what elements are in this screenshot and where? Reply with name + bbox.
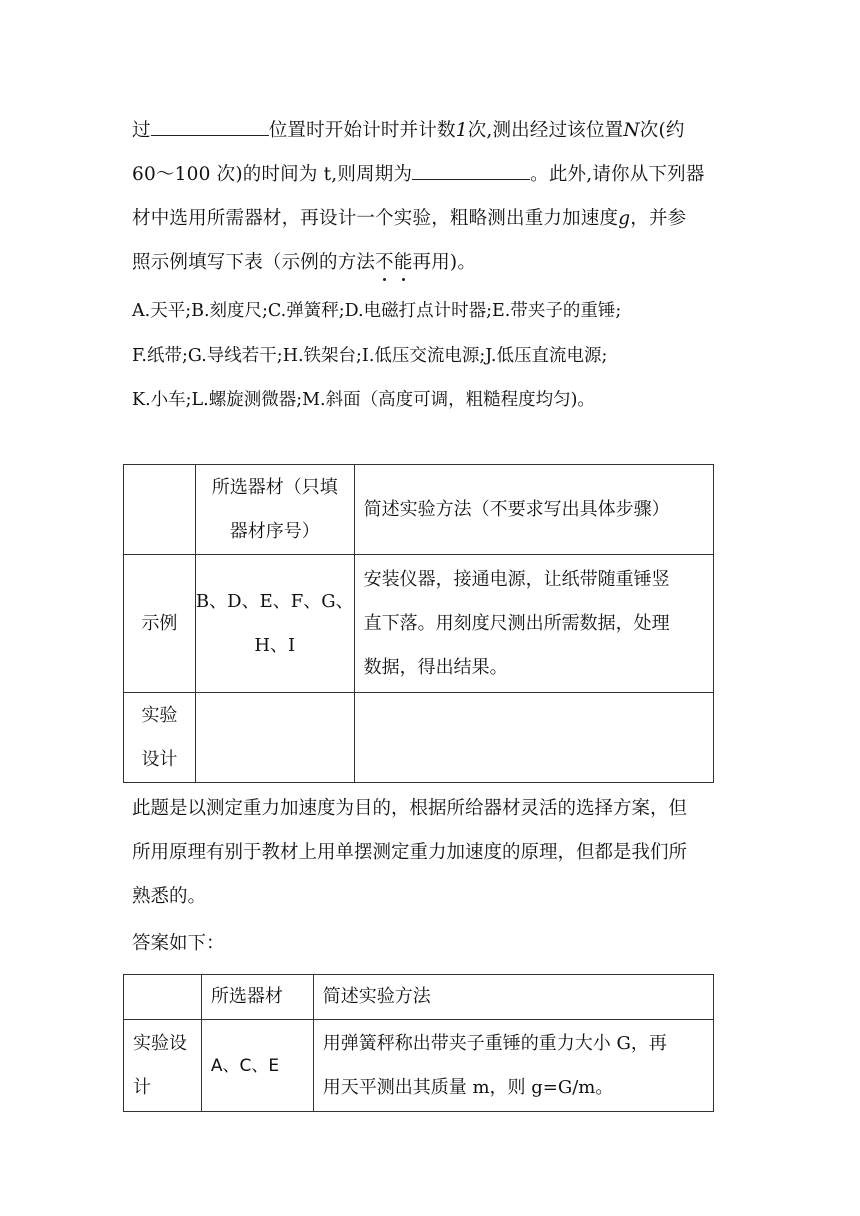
answer-label-cell bbox=[124, 1020, 202, 1112]
cell-text: 安装仪器，接通电源，让纸带随重锤竖 bbox=[363, 568, 670, 590]
question-line-2 bbox=[132, 160, 705, 186]
text: 次,测出经过该位置 bbox=[467, 120, 624, 141]
cell-text: 直下落。用刻度尺测出所需数据，处理 bbox=[363, 612, 670, 634]
italic-var: g bbox=[618, 208, 631, 229]
text: 过 bbox=[132, 120, 151, 141]
example-label-cell: 示例 bbox=[124, 555, 196, 693]
analysis-line-1: 此题是以测定重力加速度为目的，根据所给器材灵活的选择方案，但 bbox=[132, 798, 688, 819]
question-line-1 bbox=[132, 116, 685, 142]
header-method-cell: 简述实验方法（不要求写出具体步骤） bbox=[354, 465, 713, 555]
answer-header-method: 简述实验方法 bbox=[313, 975, 713, 1020]
answer-header-empty bbox=[124, 975, 202, 1020]
analysis-line-2: 所用原理有别于教材上用单摆测定重力加速度的原理，但都是我们所 bbox=[132, 842, 688, 863]
text: ，并参 bbox=[630, 208, 687, 229]
example-method-cell bbox=[354, 555, 713, 693]
emphasis-dot-text: 不 bbox=[375, 248, 394, 274]
text: 。此外,请你从下列器 bbox=[530, 164, 705, 185]
cell-text: 设计 bbox=[141, 748, 178, 770]
text: 照示例填写下表（示例的方法 bbox=[132, 252, 376, 273]
italic-var: N bbox=[623, 120, 640, 141]
answer-method-cell bbox=[313, 1020, 713, 1112]
cell-text: H、I bbox=[254, 634, 296, 656]
answer-design-row bbox=[124, 1020, 714, 1112]
text: 60～100 次)的时间为 t,则周期为 bbox=[132, 164, 413, 185]
answer-blank-2[interactable] bbox=[412, 178, 530, 180]
design-method-input[interactable] bbox=[354, 693, 713, 783]
emphasis-dot-text: 能 bbox=[394, 248, 413, 274]
header-equipment-cell bbox=[195, 465, 354, 555]
table-row-example bbox=[124, 555, 714, 693]
cell-text: 用弹簧秤称出带夹子重锤的重力大小 G，再 bbox=[322, 1032, 667, 1054]
answer-equipment-cell: A、C、E bbox=[201, 1020, 313, 1112]
answer-header-equipment: 所选器材 bbox=[201, 975, 313, 1020]
header-empty-cell bbox=[124, 465, 196, 555]
italic-var: 1 bbox=[455, 120, 468, 141]
cell-text: B、D、E、F、G、 bbox=[195, 590, 354, 612]
cell-text: 实验设 bbox=[133, 1032, 187, 1054]
answer-header-row bbox=[124, 975, 714, 1020]
header-text: 器材序号） bbox=[229, 520, 320, 542]
cell-text: 数据，得出结果。 bbox=[363, 656, 508, 678]
cell-text: 实验 bbox=[141, 704, 178, 726]
question-line-3 bbox=[132, 204, 686, 230]
text: 位置时开始计时并计数 bbox=[268, 120, 456, 141]
answer-blank-1[interactable] bbox=[151, 134, 269, 136]
design-label-cell bbox=[124, 693, 196, 783]
text: 再用)。 bbox=[412, 252, 477, 273]
cell-text: 计 bbox=[133, 1076, 151, 1098]
options-line-1: A.天平;B.刻度尺;C.弹簧秤;D.电磁打点计时器;E.带夹子的重锤; bbox=[132, 301, 622, 321]
text: 次(约 bbox=[639, 120, 685, 141]
design-equipment-input[interactable] bbox=[195, 693, 354, 783]
question-line-4 bbox=[132, 248, 476, 274]
header-text: 所选器材（只填 bbox=[211, 476, 338, 498]
table-row-design bbox=[124, 693, 714, 783]
analysis-line-3: 熟悉的。 bbox=[132, 886, 207, 907]
example-equipment-cell bbox=[195, 555, 354, 693]
options-line-2: F.纸带;G.导线若干;H.铁架台;I.低压交流电源;J.低压直流电源; bbox=[132, 346, 608, 366]
answer-intro: 答案如下： bbox=[132, 933, 225, 954]
text: 材中选用所需器材，再设计一个实验，粗略测出重力加速度 bbox=[132, 208, 619, 229]
experiment-table bbox=[123, 464, 714, 783]
answer-table bbox=[123, 974, 714, 1112]
options-line-3: K.小车;L.螺旋测微器;M.斜面（高度可调，粗糙程度均匀)。 bbox=[132, 390, 595, 410]
cell-text: 用天平测出其质量 m，则 g=G/m。 bbox=[322, 1076, 614, 1098]
table-header-row bbox=[124, 465, 714, 555]
